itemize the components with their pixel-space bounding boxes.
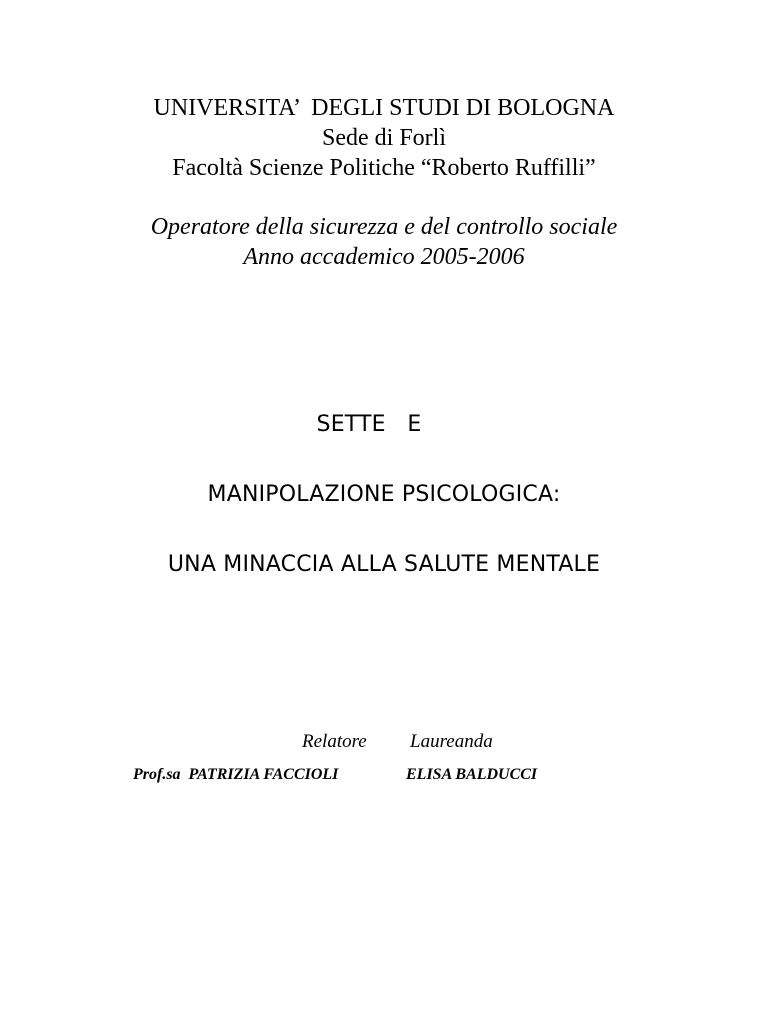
faculty-name: Facoltà Scienze Politiche “Roberto Ruffilli” [172,155,596,181]
academic-year: Anno accademico 2005-2006 [243,244,525,270]
thesis-title-line-1: SETTE E [316,412,422,437]
thesis-title-line-3: UNA MINACCIA ALLA SALUTE MENTALE [167,552,601,577]
thesis-title-line-2: MANIPOLAZIONE PSICOLOGICA: [207,482,561,507]
supervisor-label: Relatore [302,731,367,752]
candidate-name: ELISA BALDUCCI [406,766,538,783]
university-name: UNIVERSITA’ DEGLI STUDI DI BOLOGNA [153,95,615,121]
supervisor-name: Prof.sa PATRIZIA FACCIOLI [133,766,339,783]
degree-course: Operatore della sicurezza e del controllo sociale [150,214,618,240]
campus-name: Sede di Forlì [322,125,446,151]
candidate-label: Laureanda [410,731,493,752]
